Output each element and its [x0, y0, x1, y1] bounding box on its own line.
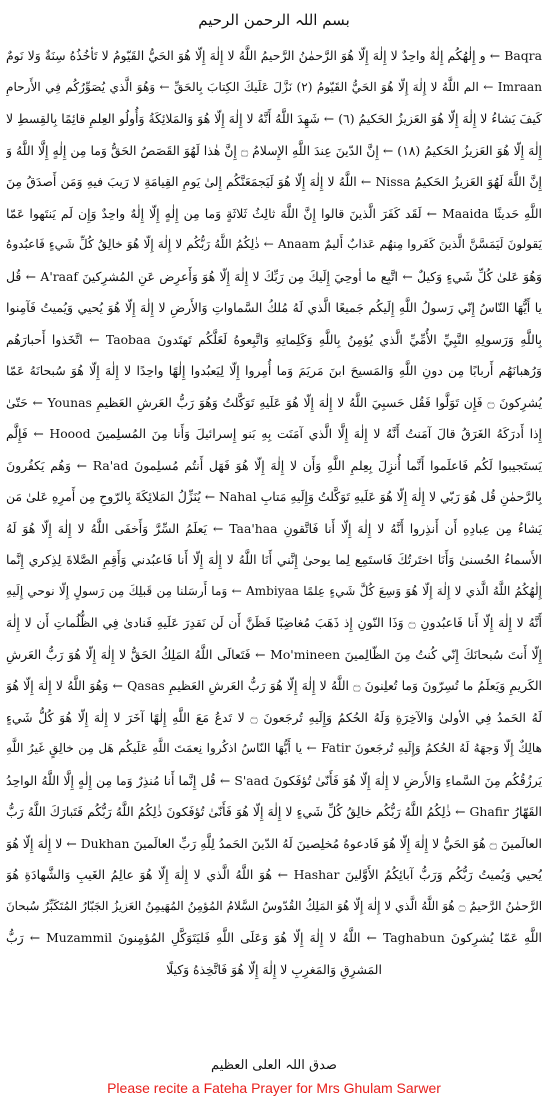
verse-line: إِلّا أَنتَ سُبحانَكَ إِنّي كُنتُ مِنَ الظّالِمينَ Mo'mineen ← فَتَعالَى اللَّهُ المَلِكُ الحَقُّ لا إِلٰهَ إِلّا هُوَ رَبُّ العَرشِ [6, 646, 542, 662]
verse-line: الرَّحمٰنُ الرَّحيمُ ۝ هُوَ اللَّهُ الَّذي لا إِلٰهَ إِلّا هُوَ المَلِكُ القُدّوسُ السَّلامُ المُؤمِنُ المُهَيمِنُ العَزيزُ الجَبّارُ المُتَكَبِّرُ سُبحانَ [6, 898, 542, 913]
verse-line: Baqra ← و إِلٰهُكُم إِلٰهٌ واحِدٌ لا إِلٰهَ إِلّا هُوَ الرَّحمٰنُ الرَّحيمُ اللَّهُ لا إِلٰهَ إِلّا هُوَ الحَيُّ القَيّومُ لا تَأخُذُهُ سِنَةٌ وَلا نَومٌ [6, 48, 542, 63]
verse-line: العالَمينَ ۝ هُوَ الحَيُّ لا إِلٰهَ إِلّا هُوَ فَادعوهُ مُخلِصينَ لَهُ الدّينَ الحَمدُ لِلَّهِ رَبِّ العالَمينَ Dukhan ← لا إِلٰهَ إِلّا هُوَ [6, 835, 542, 851]
verses-block [6, 40, 542, 985]
verse-line: إِنَّ اللَّهَ لَهُوَ العَزيزُ الحَكيمُ Nissa ← اللَّهُ لا إِلٰهَ إِلّا هُوَ لَيَجمَعَنَّكُم إِلىٰ يَومِ القِيامَةِ لا رَيبَ فيهِ وَمَن أَصدَقُ مِنَ [6, 174, 542, 189]
verse-line: إِلٰهَ إِلّا هُوَ العَزيزُ الحَكيمُ (١٨) ← إِنَّ الدّينَ عِندَ اللَّهِ الإِسلامُ ۝ إِنَّ هٰذا لَهُوَ القَصَصُ الحَقُّ وَما مِن إِلٰهٍ إِلَّا اللَّهُ وَ [6, 142, 542, 158]
verse-line: يا أَيُّهَا النّاسُ إِنّي رَسولُ اللَّهِ إِلَيكُم جَميعًا الَّذي لَهُ مُلكُ السَّماواتِ وَالأَرضِ لا إِلٰهَ إِلّا هُوَ يُحيي وَيُميتُ فَآمِنوا [6, 300, 542, 315]
verse-line: يُحيي وَيُميتُ رَبُّكُم وَرَبُّ آبائِكُمُ الأَوَّلينَ Hashar ← هُوَ اللَّهُ الَّذي لا إِلٰهَ إِلّا هُوَ عالِمُ الغَيبِ وَالشَّهادَةِ هُوَ [6, 867, 542, 882]
bismillah-heading: بسم اللہ الرحمن الرحیم [198, 11, 350, 29]
verse-line: يَرزُقُكُم مِنَ السَّماءِ وَالأَرضِ لا إِلٰهَ إِلّا هُوَ فَأَنّىٰ تُؤفَكونَ S'aad ← قُل إِنَّما أَنا مُنذِرٌ وَما مِن إِلٰهٍ إِلَّا اللَّهُ الواحِدُ [6, 772, 542, 788]
verse-line: إِذا أَدرَكَهُ الغَرَقُ قالَ آمَنتُ أَنَّهُ لا إِلٰهَ إِلَّا الَّذي آمَنَت بِهِ بَنو إِسرائيلَ وَأَنا مِنَ المُسلِمينَ Hoood ← فَإِلَّم [6, 426, 542, 441]
verse-line: يُشرِكونَ ۝ فَإِن تَوَلَّوا فَقُل حَسبِيَ اللَّهُ لا إِلٰهَ إِلّا هُوَ عَلَيهِ تَوَكَّلتُ وَهُوَ رَبُّ العَرشِ العَظيمِ Younas ← حَتّىٰ [6, 394, 542, 410]
verse-line: القَهّارُ Ghafir ← ذٰلِكُمُ اللَّهُ رَبُّكُم خالِقُ كُلِّ شَيءٍ لا إِلٰهَ إِلّا هُوَ فَأَنّىٰ تُؤفَكونَ ذٰلِكُمُ اللَّهُ رَبُّكُم فَتَبارَكَ اللَّهُ رَبُّ [6, 804, 542, 819]
verse-line: اللَّهِ حَديثًا Maaida ← لَقَد كَفَرَ الَّذينَ قالوا إِنَّ اللَّهَ ثالِثُ ثَلاثَةٍ وَما مِن إِلٰهٍ إِلّا إِلٰهٌ واحِدٌ وَإِن لَم يَنتَهوا عَمّا [6, 205, 542, 221]
verse-line: Imraan ← الم اللَّهُ لا إِلٰهَ إِلّا هُوَ الحَيُّ القَيّومُ (٢) نَزَّلَ عَلَيكَ الكِتابَ بِالحَقِّ ← وَهُوَ الَّذي يُصَوِّرُكُم فِي الأَرحامِ [6, 79, 542, 94]
verse-line: الأَسماءُ الحُسنىٰ وَأَنَا اختَرتُكَ فَاستَمِع لِما يوحىٰ إِنَّني أَنَا اللَّهُ لا إِلٰهَ إِلّا أَنا فَاعبُدني وَأَقِمِ الصَّلاةَ لِذِكري إِنَّما [6, 552, 542, 567]
verse-line: لَهُ الحَمدُ فِي الأولىٰ وَالآخِرَةِ وَلَهُ الحُكمُ وَإِلَيهِ تُرجَعونَ ۝ لا تَدعُ مَعَ اللَّهِ إِلٰهًا آخَرَ لا إِلٰهَ إِلّا هُوَ كُلُّ شَيءٍ [6, 709, 542, 725]
verse-line: إِلٰهُكُمُ اللَّهُ الَّذي لا إِلٰهَ إِلّا هُوَ وَسِعَ كُلَّ شَيءٍ عِلمًا Ambiyaa ← وَما أَرسَلنا مِن قَبلِكَ مِن رَسولٍ إِلّا نوحي إِلَيهِ [6, 583, 542, 598]
verse-line: بِاللَّهِ وَرَسولِهِ النَّبِيِّ الأُمِّيِّ الَّذي يُؤمِنُ بِاللَّهِ وَكَلِماتِهِ وَاتَّبِعوهُ لَعَلَّكُم تَهتَدونَ Taobaa ← اتَّخَذوا أَحبارَهُم [6, 331, 542, 347]
closing-phrase: صدق اللہ العلی العظیم [211, 1058, 337, 1073]
verse-line: الكَريمِ وَيَعلَمُ ما تُسِرّونَ وَما تُعلِنونَ ۝ اللَّهُ لا إِلٰهَ إِلّا هُوَ رَبُّ العَرشِ العَظيمِ Qasas ← وَهُوَ اللَّهُ لا إِلٰهَ إِلّا هُوَ [6, 678, 542, 693]
verse-line: المَشرِقِ وَالمَغرِبِ لا إِلٰهَ إِلّا هُوَ فَاتَّخِذهُ وَكيلًا [166, 961, 382, 977]
footer-request: Please recite a Fateha Prayer for Mrs Ghulam Sarwer [107, 1080, 441, 1096]
verse-line: اللَّهِ عَمّا يُشرِكونَ Taghabun ← اللَّهُ لا إِلٰهَ إِلّا هُوَ وَعَلَى اللَّهِ فَليَتَوَكَّلِ المُؤمِنونَ Muzammil ← رَبُّ [6, 930, 542, 945]
verse-line: يَستَجيبوا لَكُم فَاعلَموا أَنَّما أُنزِلَ بِعِلمِ اللَّهِ وَأَن لا إِلٰهَ إِلّا هُوَ فَهَل أَنتُم مُسلِمونَ Ra'ad ← وَهُم يَكفُرونَ [6, 457, 542, 473]
verse-line: يَشاءُ مِن عِبادِهِ أَن أَنذِروا أَنَّهُ لا إِلٰهَ إِلّا أَنا فَاتَّقونِ Taa'haa ← يَعلَمُ السِّرَّ وَأَخفَى اللَّهُ لا إِلٰهَ إِلّا هُوَ لَهُ [6, 520, 542, 536]
verse-line: أَنَّهُ لا إِلٰهَ إِلّا أَنا فَاعبُدونِ ۝ وَذَا النّونِ إِذ ذَهَبَ مُغاضِبًا فَظَنَّ أَن لَن نَقدِرَ عَلَيهِ فَنادىٰ فِي الظُّلُماتِ أَن لا إِلٰهَ [6, 615, 542, 630]
verse-line: وَرُهبانَهُم أَربابًا مِن دونِ اللَّهِ وَالمَسيحَ ابنَ مَريَمَ وَما أُمِروا إِلّا لِيَعبُدوا إِلٰهًا واحِدًا لا إِلٰهَ إِلّا هُوَ سُبحانَهُ عَمّا [6, 363, 542, 378]
verse-line: وَهُوَ عَلىٰ كُلِّ شَيءٍ وَكيلٌ ← اتَّبِع ما أوحِيَ إِلَيكَ مِن رَبِّكَ لا إِلٰهَ إِلّا هُوَ وَأَعرِض عَنِ المُشرِكينَ A'raaf ← قُل [6, 268, 542, 284]
verse-line: كَيفَ يَشاءُ لا إِلٰهَ إِلّا هُوَ العَزيزُ الحَكيمُ (٦) ← شَهِدَ اللَّهُ أَنَّهُ لا إِلٰهَ إِلّا هُوَ وَالمَلائِكَةُ وَأُولُو العِلمِ قائِمًا بِالقِسطِ لا [6, 111, 542, 126]
verse-line: يَقولونَ لَيَمَسَّنَّ الَّذينَ كَفَروا مِنهُم عَذابٌ أَليمٌ Anaam ← ذٰلِكُمُ اللَّهُ رَبُّكُم لا إِلٰهَ إِلّا هُوَ خالِقُ كُلِّ شَيءٍ فَاعبُدوهُ [6, 237, 542, 251]
verse-line: بِالرَّحمٰنِ قُل هُوَ رَبّي لا إِلٰهَ إِلّا هُوَ عَلَيهِ تَوَكَّلتُ وَإِلَيهِ مَتابِ Nahal ← يُنَزِّلُ المَلائِكَةَ بِالرّوحِ مِن أَمرِهِ عَلىٰ مَن [6, 489, 542, 504]
verse-line: هالِكٌ إِلّا وَجهَهُ لَهُ الحُكمُ وَإِلَيهِ تُرجَعونَ Fatir ← يا أَيُّهَا النّاسُ اذكُروا نِعمَتَ اللَّهِ عَلَيكُم هَل مِن خالِقٍ غَيرُ اللَّهِ [6, 741, 542, 755]
